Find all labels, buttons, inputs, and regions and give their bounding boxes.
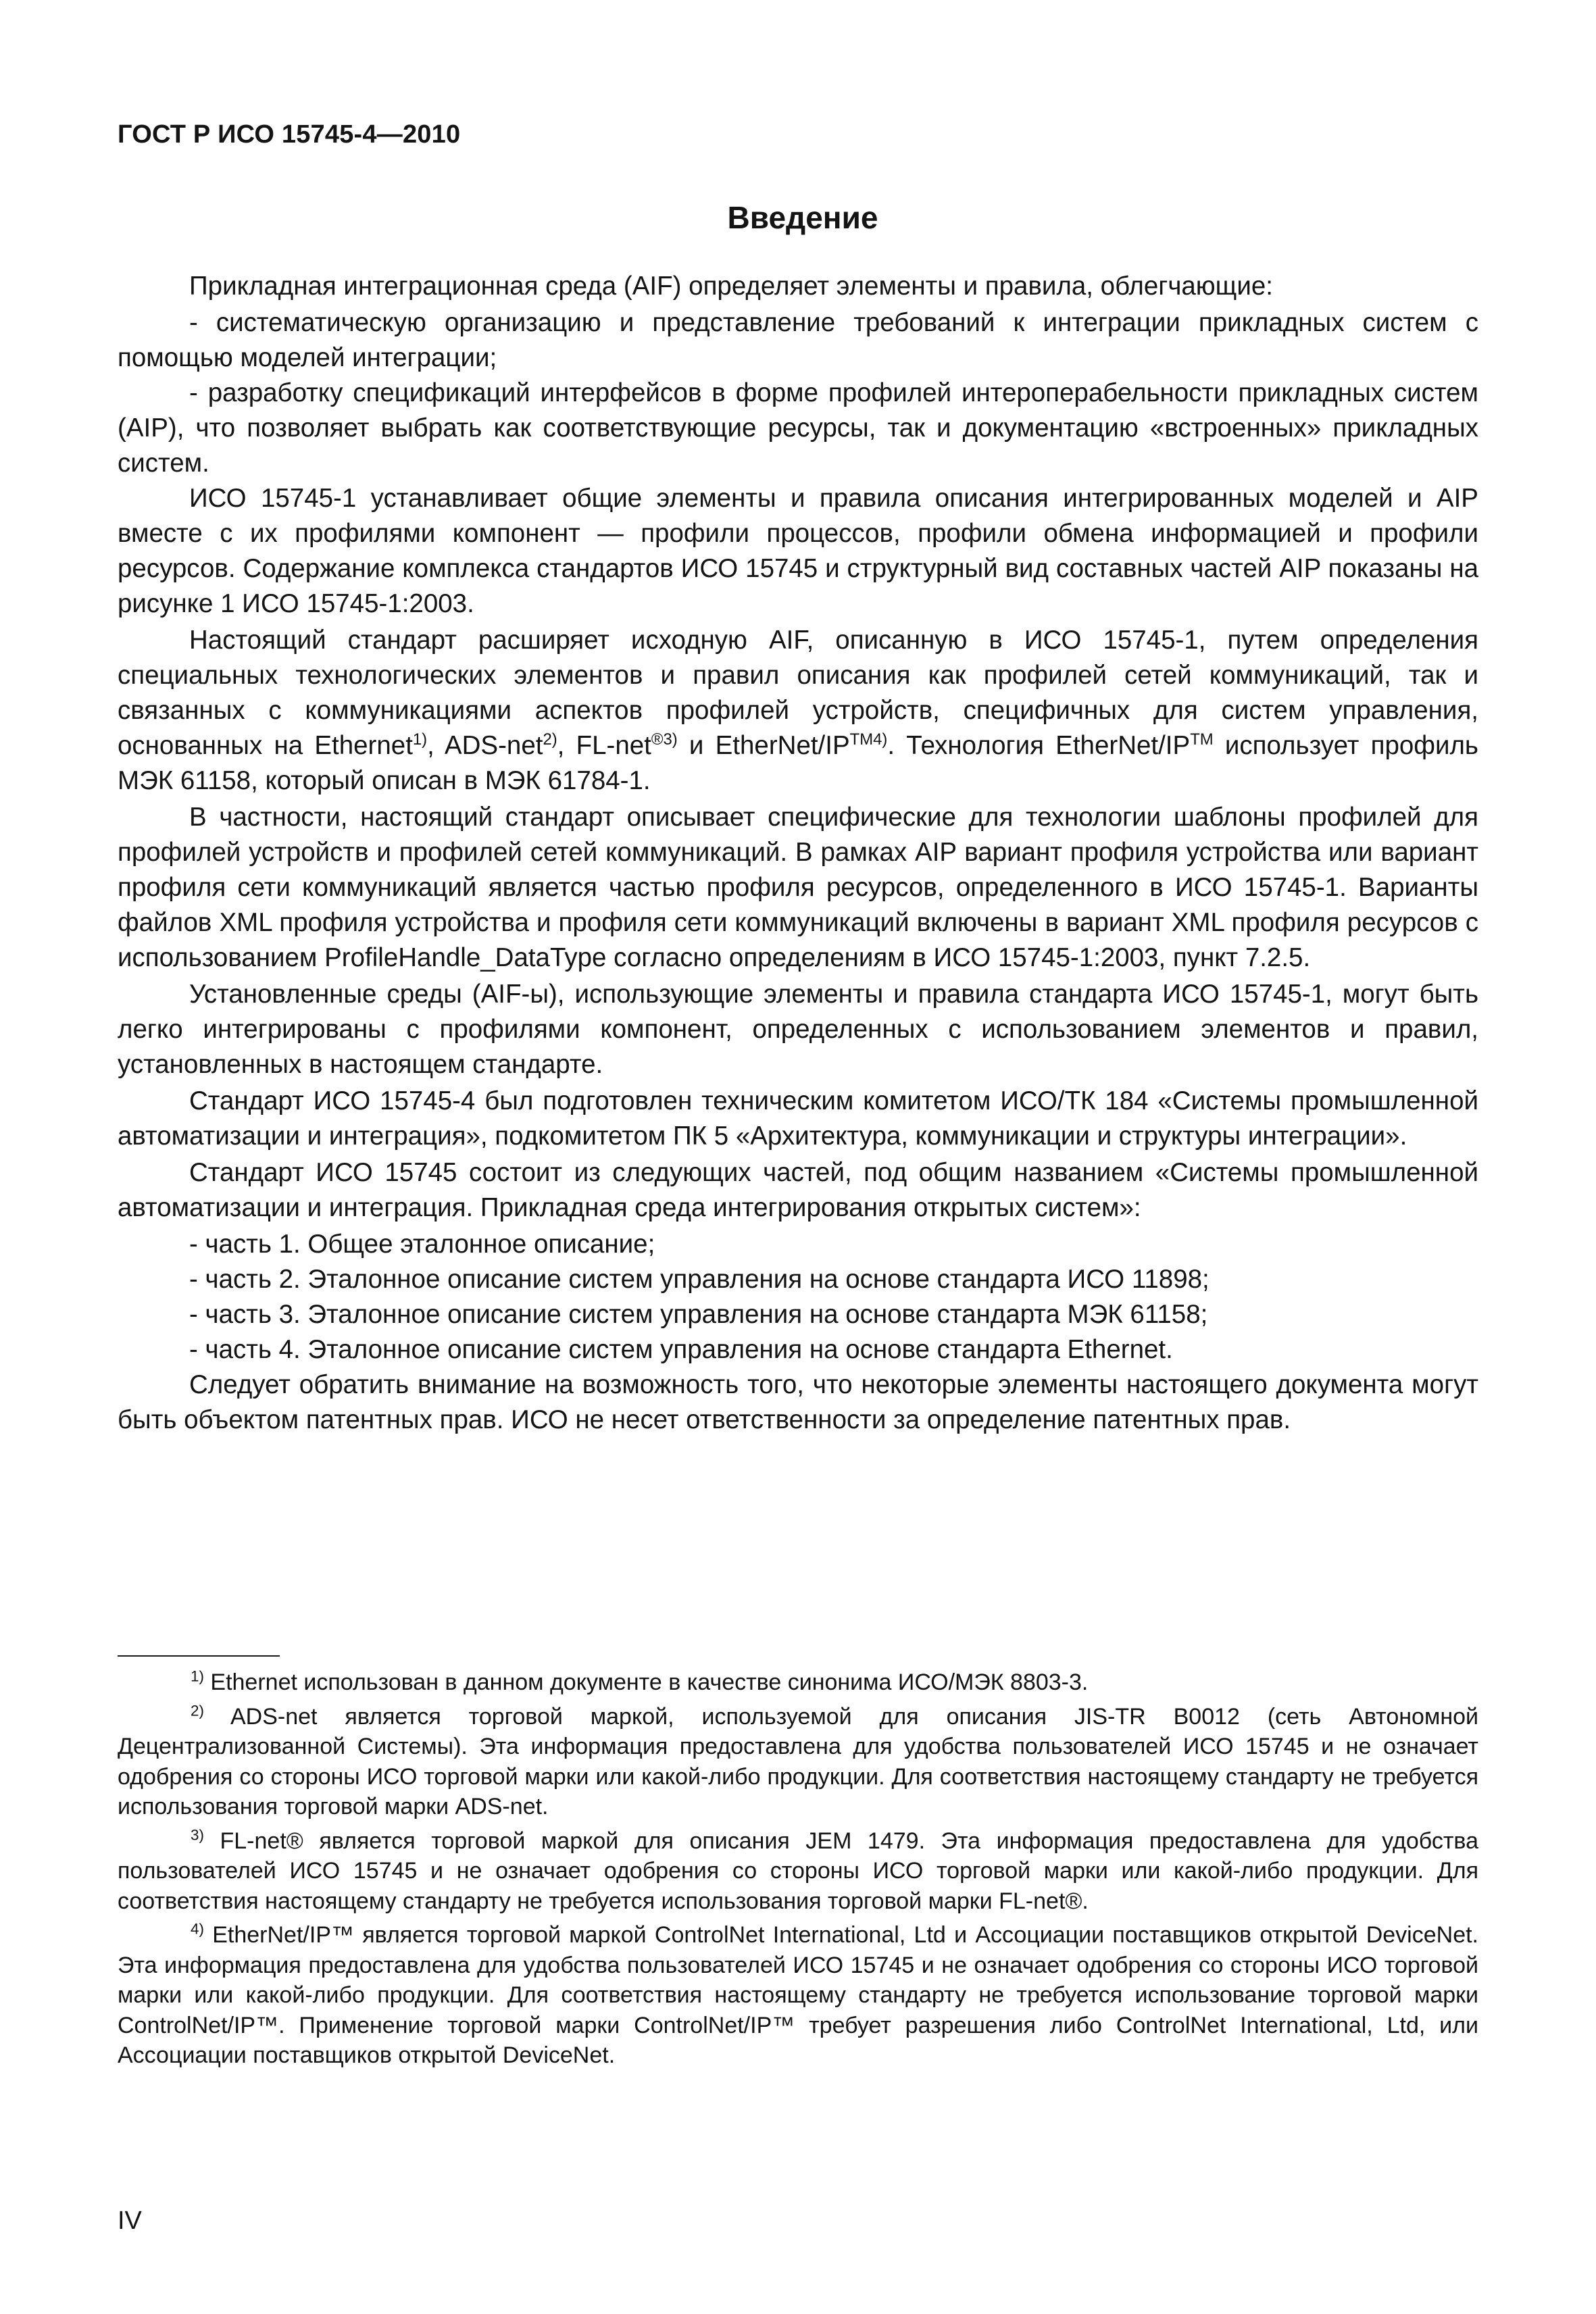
part-item: - часть 3. Эталонное описание систем управления на основе стандарта МЭК 61158; (189, 1300, 1208, 1329)
footnote: $^{3)}$ FL-net® является торговой маркой для описания JEM 1479. Эта информация предоставлена для удобства пользователей ИСО 15745 и не означает одобрения со стороны ИСО торговой марки или какой-либо продукции. Для соответствия настоящему стандарту не требуется использования торговой марки FL-net®. (118, 1826, 1478, 1914)
paragraph: ИСО 15745-1 устанавливает общие элементы и правила описания интегрированных моделей и AIP вместе с их профилями компонент — профили процессов, профили обмена информацией и профили ресурсов. Содержание комплекса стандартов ИСО 15745 и структурный вид составных частей AIP показаны на рисунке 1 ИСО 15745-1:2003. (118, 484, 1478, 618)
footnote-ref-4: TM4) (849, 730, 888, 749)
list-item: - систематическую организацию и представление требований к интеграции прикладных систем с помощью моделей интеграции; (118, 308, 1478, 372)
part-item: - часть 2. Эталонное описание систем управления на основе стандарта ИСО 11898; (189, 1265, 1210, 1294)
footnote: $^{2)}$ ADS-net является торговой маркой, используемой для описания JIS-TR B0012 (сеть Автономной Децентрализованной Системы). Эта информация предоставлена для удобства пользователей ИСО 15745 и не означает одобрения со стороны ИСО торговой марки или какой-либо продукции. Для соответствия настоящему стандарту не требуется использования торговой марки ADS-net. (118, 1702, 1478, 1819)
page-number: IV (118, 2207, 142, 2235)
footnotes (118, 1667, 1478, 2075)
part-item: - часть 4. Эталонное описание систем управления на основе стандарта Ethernet. (189, 1335, 1173, 1364)
part-item: - часть 1. Общее эталонное описание; (189, 1230, 655, 1259)
document-header: ГОСТ Р ИСО 15745-4—2010 (118, 120, 461, 149)
footnote: $^{1)}$ Ethernet использован в данном документе в качестве синонима ИСО/МЭК 8803-3. (191, 1667, 1089, 1695)
footnote-separator (118, 1655, 280, 1657)
paragraph: В частности, настоящий стандарт описывает специфические для технологии шаблоны профилей для профилей устройств и профилей сетей коммуникаций. В рамках AIP вариант профиля устройства или вариант профиля сети коммуникаций является частью профиля ресурсов, определенного в ИСО 15745-1. Варианты файлов XML профиля устройства и профиля сети коммуникаций включены в вариант XML профиля ресурсов с использованием ProfileHandle_DataType согласно определениям в ИСО 15745-1:2003, пункт 7.2.5. (118, 803, 1478, 972)
footnote-ref-2: 2) (543, 730, 557, 749)
paragraph: Стандарт ИСО 15745 состоит из следующих частей, под общим названием «Системы промышленной автоматизации и интеграция. Прикладная среда интегрирования открытых систем»: (118, 1158, 1478, 1222)
paragraph: Установленные среды (AIF-ы), использующие элементы и правила стандарта ИСО 15745-1, могут быть легко интегрированы с профилями компонент, определенных с использованием элементов и правил, установленных в настоящем стандарте. (118, 980, 1478, 1079)
trademark-mark: TM (1190, 730, 1214, 749)
paragraph: Прикладная интеграционная среда (AIF) определяет элементы и правила, облегчающие: (189, 272, 1273, 301)
footnote-ref-1: 1) (412, 730, 428, 749)
footnote-ref-3: ®3) (651, 730, 678, 749)
main-text (118, 269, 1478, 1439)
section-title: Введение (727, 200, 878, 235)
footnote: $^{4)}$ EtherNet/IP™ является торговой маркой ControlNet International, Ltd и Ассоциации поставщиков открытой DeviceNet. Эта информация предоставлена для удобства пользователей ИСО 15745 и не означает одобрения со стороны ИСО торговой марки или какой-либо продукции. Для соответствия настоящему стандарту не требуется использование торговой марки ControlNet/IP™. Применение торговой марки ControlNet/IP™ требует разрешения либо ControlNet International, Ltd, или Ассоциации поставщиков открытой DeviceNet. (118, 1920, 1478, 2068)
list-item: - разработку спецификаций интерфейсов в форме профилей интероперабельности прикладных систем (AIP), что позволяет выбрать как соответствующие ресурсы, так и документацию «встроенных» прикладных систем. (118, 378, 1478, 478)
paragraph-ethernet: Настоящий стандарт расширяет исходную AIF, описанную в ИСО 15745-1, путем определения специальных технологических элементов и правил описания как профилей сетей коммуникаций, так и связанных с коммуникациями аспектов профилей устройств, специфичных для систем управления, основанных на Ethernet$^{1)}$, ADS-net$^{2)}$, FL-net$^{®3)}$ и EtherNet/$IP^{TM4)}$. Технология EtherNet/IP™ использует профиль МЭК 61158, который описан в МЭК 61784-1. (118, 626, 1478, 795)
paragraph: Следует обратить внимание на возможность того, что некоторые элементы настоящего документа могут быть объектом патентных прав. ИСО не несет ответственности за определение патентных прав. (118, 1370, 1478, 1434)
paragraph: Стандарт ИСО 15745-4 был подготовлен техническим комитетом ИСО/ТК 184 «Системы промышленной автоматизации и интеграция», подкомитетом ПК 5 «Архитектура, коммуникации и структуры интеграции». (118, 1086, 1478, 1151)
